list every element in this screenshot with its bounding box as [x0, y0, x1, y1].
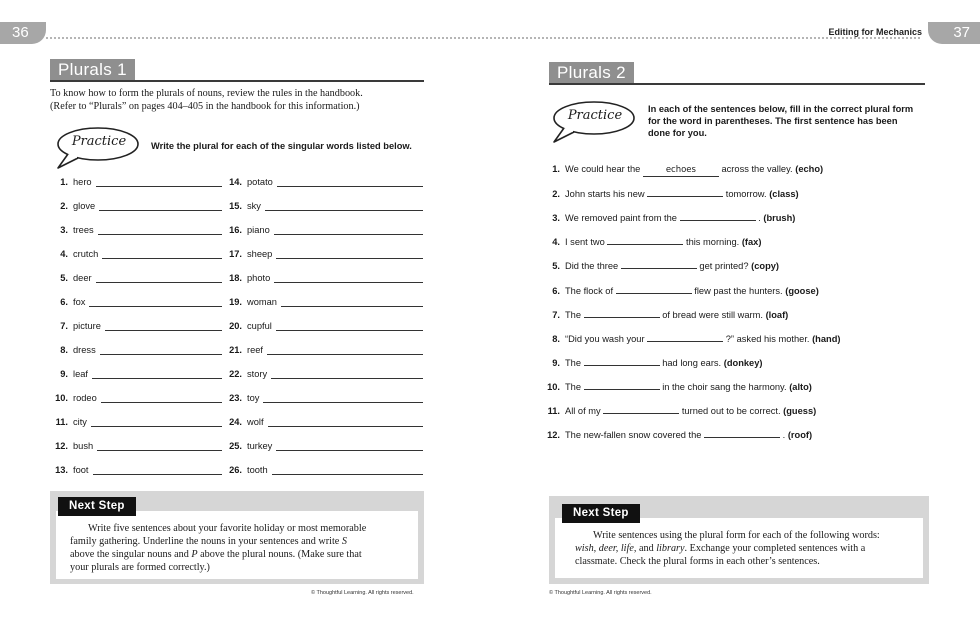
word-row — [50, 415, 87, 429]
sentence-before: Did the three — [565, 261, 619, 272]
practice-badge-label: Practice — [71, 134, 127, 149]
answer-blank[interactable] — [680, 210, 756, 221]
answer-blank[interactable] — [268, 426, 423, 427]
item-number: 9. — [552, 357, 560, 368]
word-row — [224, 319, 272, 333]
word-row — [50, 271, 92, 285]
item-number: 5. — [552, 261, 560, 272]
answer-blank[interactable] — [265, 210, 423, 211]
answer-blank[interactable] — [272, 474, 423, 475]
sentence-after: in the choir sang the harmony. — [662, 381, 787, 392]
word-row — [50, 391, 97, 405]
answer-blank[interactable] — [607, 234, 683, 245]
answer-blank[interactable] — [105, 330, 222, 331]
sentence-row — [544, 403, 816, 418]
singular-word: hero — [73, 177, 92, 187]
item-number: 11. — [55, 417, 68, 427]
item-number: 23. — [229, 393, 242, 403]
right-page-number: 37 — [928, 22, 980, 44]
hint-word: (brush) — [763, 213, 796, 224]
sentence-after: this morning. — [685, 237, 740, 248]
practice-badge-label: Practice — [567, 108, 623, 123]
item-number: 8. — [60, 345, 68, 355]
left-directions: Write the plural for each of the singular words listed below. — [151, 141, 412, 151]
answer-blank[interactable] — [584, 355, 660, 366]
word-row — [50, 439, 93, 453]
right-directions — [648, 103, 928, 139]
answer-blank[interactable] — [584, 379, 660, 390]
word-row — [50, 343, 96, 357]
sentence-row — [544, 283, 819, 298]
intro-line-1: To know how to form the plurals of nouns, review the rules in the handbook. — [50, 88, 363, 99]
hint-word: (roof) — [787, 430, 813, 441]
word-row — [50, 247, 98, 261]
left-next-step-label: Next Step — [58, 497, 136, 516]
item-number: 24. — [229, 417, 242, 427]
right-next-step-text — [575, 529, 925, 568]
hint-word: (fax) — [741, 237, 762, 248]
item-number: 12. — [547, 430, 560, 441]
word-row — [50, 319, 101, 333]
answer-blank[interactable] — [89, 306, 222, 307]
word-row — [224, 439, 272, 453]
singular-word: wolf — [247, 417, 264, 427]
singular-word: piano — [247, 225, 270, 235]
hint-word: (loaf) — [765, 309, 789, 320]
hint-word: (alto) — [789, 381, 812, 392]
sentence-row — [544, 427, 812, 442]
answer-blank[interactable] — [98, 234, 222, 235]
answer-blank[interactable] — [281, 306, 423, 307]
item-number: 16. — [229, 225, 242, 235]
answer-blank[interactable] — [276, 258, 423, 259]
item-number: 19. — [229, 297, 242, 307]
word-row — [224, 223, 270, 237]
word-row — [50, 463, 89, 477]
answer-blank[interactable] — [584, 307, 660, 318]
answer-blank[interactable] — [91, 426, 222, 427]
singular-word: leaf — [73, 369, 88, 379]
item-number: 6. — [552, 285, 560, 296]
answer-blank[interactable] — [616, 283, 692, 294]
singular-word: turkey — [247, 441, 273, 451]
word-row — [224, 199, 261, 213]
directions-line-3: done for you. — [648, 128, 707, 138]
item-number: 15. — [229, 201, 242, 211]
answer-blank[interactable] — [274, 234, 423, 235]
header-dotted-rule — [46, 37, 920, 39]
left-footer: © Thoughtful Learning. All rights reserved. — [311, 590, 414, 596]
sentence-row — [544, 234, 761, 249]
sentence-after: ?” asked his mother. — [725, 333, 810, 344]
answer-blank[interactable] — [99, 210, 222, 211]
answer-blank[interactable] — [621, 258, 697, 269]
word-row — [224, 175, 273, 189]
item-number: 12. — [55, 441, 68, 451]
sentence-before: John starts his new — [565, 189, 645, 200]
ns-left-line-2: family gathering. Underline the nouns in your sentences and write S — [70, 536, 347, 547]
singular-word: story — [247, 369, 268, 379]
singular-word: woman — [247, 297, 277, 307]
word-row — [50, 295, 85, 309]
word-row — [224, 247, 272, 261]
sentence-row — [544, 355, 763, 370]
right-title-rule — [549, 83, 925, 85]
answer-blank[interactable] — [93, 474, 222, 475]
item-number: 6. — [60, 297, 68, 307]
sentence-before: We could hear the — [565, 164, 641, 174]
word-row — [224, 343, 263, 357]
left-page-number: 36 — [0, 22, 46, 44]
singular-word: picture — [73, 321, 101, 331]
practice-badge-left — [50, 124, 142, 172]
hint-word: (guess) — [783, 406, 817, 416]
singular-word: cupful — [247, 321, 272, 331]
answer-blank[interactable] — [100, 354, 222, 355]
ns-right-line-1: Write sentences using the plural form for each of the following words: — [593, 530, 880, 541]
sentence-before: The new-fallen snow covered the — [565, 430, 702, 441]
sentence-after: turned out to be correct. — [681, 406, 781, 416]
singular-word: dress — [73, 345, 96, 355]
intro-line-2: (Refer to “Plurals” on pages 404–405 in the handbook for this information.) — [50, 101, 360, 112]
sentence-row — [544, 186, 799, 201]
singular-word: photo — [247, 273, 271, 283]
sentence-after: . — [782, 430, 786, 441]
sentence-after: . — [758, 213, 761, 224]
sentence-row — [544, 331, 840, 346]
answer-blank[interactable] — [276, 450, 423, 451]
word-row — [50, 175, 92, 189]
sentence-after: flew past the hunters. — [694, 285, 783, 296]
hint-word: (hand) — [812, 333, 841, 344]
left-title-rule — [50, 80, 424, 82]
sentence-row — [544, 258, 779, 273]
singular-word: toy — [247, 393, 260, 403]
item-number: 26. — [229, 465, 242, 475]
sentence-after: tomorrow. — [725, 189, 767, 200]
singular-word: tooth — [247, 465, 268, 475]
sentence-after: of bread were still warm. — [662, 309, 763, 320]
word-row — [224, 295, 277, 309]
item-number: 7. — [60, 321, 68, 331]
word-row — [50, 223, 94, 237]
sentence-before: The — [565, 309, 582, 320]
item-number: 7. — [552, 309, 560, 320]
left-next-step-text — [70, 522, 420, 574]
item-number: 18. — [229, 273, 242, 283]
sentence-row — [544, 210, 795, 225]
right-footer: © Thoughtful Learning. All rights reserved. — [549, 590, 652, 596]
answer-blank[interactable] — [274, 282, 423, 283]
sentence-before: The — [565, 381, 582, 392]
right-next-step-label: Next Step — [562, 504, 640, 523]
answer-blank[interactable] — [101, 402, 222, 403]
item-number: 3. — [60, 225, 68, 235]
answer-blank[interactable] — [276, 330, 423, 331]
singular-word: deer — [73, 273, 92, 283]
answer-blank[interactable] — [647, 186, 723, 197]
item-number: 8. — [552, 333, 560, 344]
sentence-row — [544, 379, 812, 394]
answer-blank[interactable] — [277, 186, 423, 187]
item-number: 10. — [55, 393, 68, 403]
singular-word: potato — [247, 177, 273, 187]
sentence-before: The flock of — [565, 285, 614, 296]
ns-left-line-1: Write five sentences about your favorite holiday or most memorable — [88, 523, 367, 534]
directions-line-1: In each of the sentences below, fill in the correct plural form — [648, 104, 914, 114]
answer-blank[interactable] — [271, 378, 423, 379]
ns-left-line-3: above the singular nouns and P above the plural nouns. (Make sure that — [70, 549, 362, 560]
word-row — [224, 391, 259, 405]
singular-word: foot — [73, 465, 89, 475]
answer-blank[interactable] — [263, 402, 423, 403]
item-number: 2. — [552, 189, 560, 200]
sentence-after: had long ears. — [662, 357, 722, 368]
singular-word: fox — [73, 297, 86, 307]
answer-blank[interactable] — [92, 378, 222, 379]
sentence-before: “Did you wash your — [565, 333, 645, 344]
singular-word: trees — [73, 225, 94, 235]
singular-word: glove — [73, 201, 96, 211]
item-number: 4. — [60, 249, 68, 259]
answer-blank[interactable] — [97, 450, 222, 451]
running-head: Editing for Mechanics — [828, 27, 922, 37]
answer-blank[interactable]: echoes — [643, 166, 719, 177]
item-number: 10. — [547, 381, 560, 392]
item-number: 3. — [552, 213, 560, 224]
answer-blank[interactable] — [102, 258, 222, 259]
sentence-before: We removed paint from the — [565, 213, 677, 224]
singular-word: reef — [247, 345, 264, 355]
singular-word: sky — [247, 201, 261, 211]
hint-word: (donkey) — [723, 357, 763, 368]
hint-word: (class) — [769, 189, 799, 200]
right-section-title: Plurals 2 — [549, 62, 634, 84]
singular-word: sheep — [247, 249, 273, 259]
item-number: 2. — [60, 201, 68, 211]
item-number: 14. — [229, 177, 242, 187]
answer-blank[interactable] — [96, 186, 222, 187]
left-section-title: Plurals 1 — [50, 59, 135, 81]
singular-word: city — [73, 417, 87, 427]
ns-right-line-3: classmate. Check the plural forms in each other’s sentences. — [575, 556, 820, 567]
item-number: 25. — [229, 441, 242, 451]
item-number: 5. — [60, 273, 68, 283]
word-row — [224, 271, 270, 285]
sentence-row — [544, 307, 788, 322]
item-number: 11. — [547, 406, 560, 416]
singular-word: bush — [73, 441, 94, 451]
answer-blank[interactable] — [603, 403, 679, 414]
sentence-before: The — [565, 357, 582, 368]
hint-word: (echo) — [795, 164, 824, 174]
singular-word: crutch — [73, 249, 99, 259]
sentence-before: I sent two — [565, 237, 605, 248]
item-number: 22. — [229, 369, 242, 379]
answer-blank[interactable] — [267, 354, 423, 355]
ns-left-line-4: your plurals are formed correctly.) — [70, 562, 210, 573]
item-number: 4. — [552, 237, 560, 248]
item-number: 1. — [552, 164, 560, 174]
answer-blank[interactable] — [96, 282, 222, 283]
left-intro — [50, 87, 430, 113]
item-number: 17. — [229, 249, 242, 259]
answer-blank[interactable] — [704, 427, 780, 438]
answer-blank[interactable] — [647, 331, 723, 342]
sentence-after: across the valley. — [721, 164, 793, 174]
singular-word: rodeo — [73, 393, 97, 403]
word-row — [50, 199, 95, 213]
item-number: 9. — [60, 369, 68, 379]
word-row — [50, 367, 88, 381]
word-row — [224, 367, 267, 381]
item-number: 20. — [229, 321, 242, 331]
hint-word: (copy) — [751, 261, 780, 272]
item-number: 13. — [55, 465, 68, 475]
word-row — [224, 415, 264, 429]
sentence-before: All of my — [565, 406, 601, 416]
item-number: 21. — [229, 345, 242, 355]
sentence-after: get printed? — [699, 261, 749, 272]
hint-word: (goose) — [785, 285, 819, 296]
practice-badge-right — [546, 98, 638, 146]
ns-right-line-2: wish, deer, life, and library. Exchange your completed sentences with a — [575, 543, 866, 554]
directions-line-2: for the word in parentheses. The first sentence has been — [648, 116, 898, 126]
word-row — [224, 463, 268, 477]
sentence-row — [544, 162, 823, 177]
item-number: 1. — [60, 177, 68, 187]
